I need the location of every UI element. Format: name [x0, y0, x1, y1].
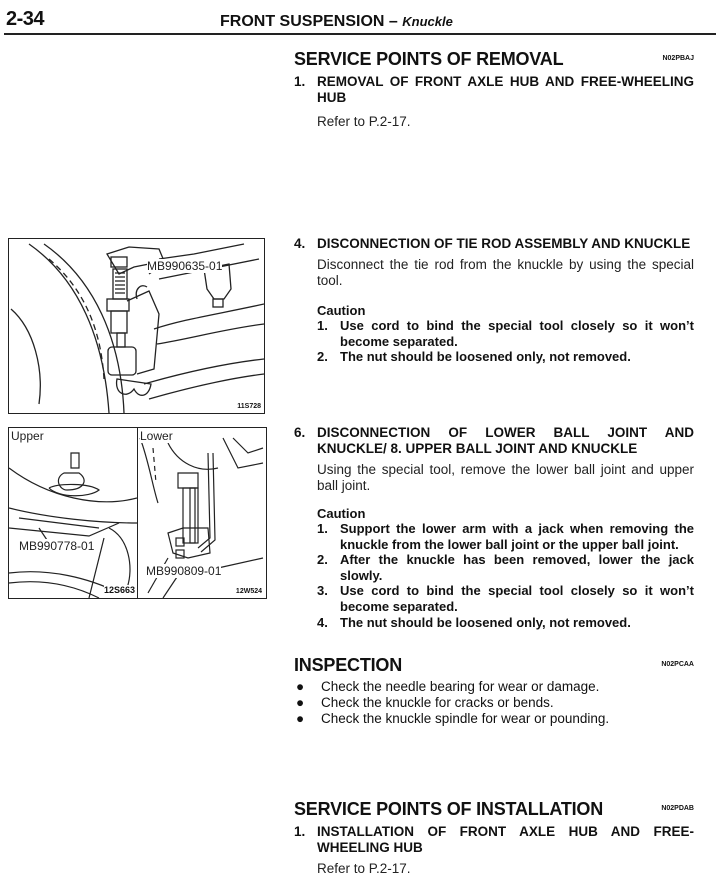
figure-tie-rod — [8, 238, 265, 414]
caution-text: The nut should be loosened only, not removed. — [340, 614, 631, 630]
figure-id-12s663: 12S663 — [103, 585, 135, 595]
figure-id-11s728: 11S728 — [237, 403, 261, 410]
tie-rod-illustration — [9, 239, 264, 413]
inspection-title: INSPECTION — [294, 655, 403, 675]
item-number: 1. — [294, 74, 306, 89]
inspection-item — [294, 679, 694, 695]
bullet-icon: ● — [296, 695, 305, 710]
item-heading-text: DISCONNECTION OF TIE ROD ASSEMBLY AND KNUCKLE — [317, 236, 691, 251]
inspection-item-text: Check the needle bearing for wear or damage. — [321, 679, 600, 694]
removal-code: N02PBAJ — [662, 55, 694, 62]
bullet-icon: ● — [296, 711, 305, 726]
removal-item-4 — [294, 236, 694, 365]
caution-number: 1. — [317, 521, 328, 536]
item-number: 4. — [294, 236, 306, 251]
installation-item-1-body: Refer to P.2-17. — [317, 861, 411, 876]
caution-item — [317, 349, 694, 365]
caution-text: Use cord to bind the special tool closely so it won’t become separated. — [340, 318, 694, 349]
inspection-item-text: Check the knuckle spindle for wear or pounding. — [321, 711, 610, 726]
inspection-item — [294, 695, 694, 711]
figure-panel-lower — [138, 428, 265, 598]
installation-code: N02PDAB — [661, 805, 694, 812]
item-heading-text: REMOVAL OF FRONT AXLE HUB AND FREE-WHEELING HUB — [317, 74, 694, 105]
item-number: 6. — [294, 425, 306, 440]
panel-label-upper: Upper — [11, 429, 44, 443]
caution-list — [317, 318, 694, 365]
running-head — [220, 13, 453, 31]
caution-item — [317, 318, 694, 349]
inspection-item — [294, 711, 694, 727]
inspection-code: N02PCAA — [661, 661, 694, 668]
caution-item — [317, 615, 694, 631]
inspection-list — [294, 679, 694, 727]
caution-text: The nut should be loosened only, not removed. — [340, 349, 631, 365]
removal-item-6-heading — [294, 425, 694, 457]
removal-item-6-body: Using the special tool, remove the lower ball joint and upper ball joint. — [317, 462, 694, 493]
bullet-icon: ● — [296, 679, 305, 694]
page-number: 2-34 — [6, 8, 45, 30]
section-title: FRONT SUSPENSION — [220, 13, 385, 30]
removal-section — [294, 49, 694, 130]
tool-label-mb990809: MB990809-01 — [146, 564, 222, 578]
item-heading-text: DISCONNECTION OF LOWER BALL JOINT AND KNUCKLE/ 8. UPPER BALL JOINT AND KNUCKLE — [317, 425, 694, 456]
caution-title: Caution — [317, 506, 366, 521]
caution-text: Support the lower arm with a jack when removing the knuckle from the lower ball joint or the upper ball joint. — [340, 521, 694, 552]
caution-item — [317, 521, 694, 552]
panel-label-lower: Lower — [140, 429, 173, 443]
header-rule — [4, 33, 716, 35]
tool-label-mb990778: MB990778-01 — [19, 539, 95, 553]
figure-id-12w524: 12W524 — [235, 588, 262, 595]
figure-panel-upper — [9, 428, 138, 598]
caution-text: Use cord to bind the special tool closely so it won’t become separated. — [340, 583, 694, 614]
installation-title: SERVICE POINTS OF INSTALLATION — [294, 799, 604, 819]
removal-item-4-body: Disconnect the tie rod from the knuckle by using the special tool. — [317, 257, 694, 288]
inspection-section — [294, 655, 694, 727]
caution-list — [317, 521, 694, 630]
caution-text: After the knuckle has been removed, lower the jack slowly. — [340, 552, 694, 583]
caution-number: 4. — [317, 614, 328, 630]
inspection-item-text: Check the knuckle for cracks or bends. — [321, 695, 554, 710]
subsection-title: Knuckle — [402, 14, 453, 29]
installation-item-1-heading — [294, 824, 694, 856]
caution-item — [317, 583, 694, 614]
removal-item-4-heading — [294, 236, 694, 252]
removal-item-6 — [294, 425, 694, 630]
caution-number: 3. — [317, 583, 328, 599]
tool-label-mb990635: MB990635-01 — [147, 259, 223, 273]
removal-item-1-heading — [294, 74, 694, 106]
item-heading-text: INSTALLATION OF FRONT AXLE HUB AND FREE-WHEELING HUB — [317, 824, 694, 855]
caution-number: 2. — [317, 349, 328, 365]
figure-ball-joints — [8, 427, 267, 599]
caution-item — [317, 552, 694, 583]
caution-number: 1. — [317, 318, 328, 333]
upper-ball-joint-illustration — [9, 428, 137, 598]
caution-number: 2. — [317, 552, 328, 568]
removal-item-1-body: Refer to P.2-17. — [317, 114, 411, 129]
installation-section — [294, 799, 694, 877]
caution-title: Caution — [317, 303, 366, 318]
removal-title: SERVICE POINTS OF REMOVAL — [294, 49, 564, 69]
title-separator: – — [388, 13, 398, 30]
item-number: 1. — [294, 824, 306, 839]
